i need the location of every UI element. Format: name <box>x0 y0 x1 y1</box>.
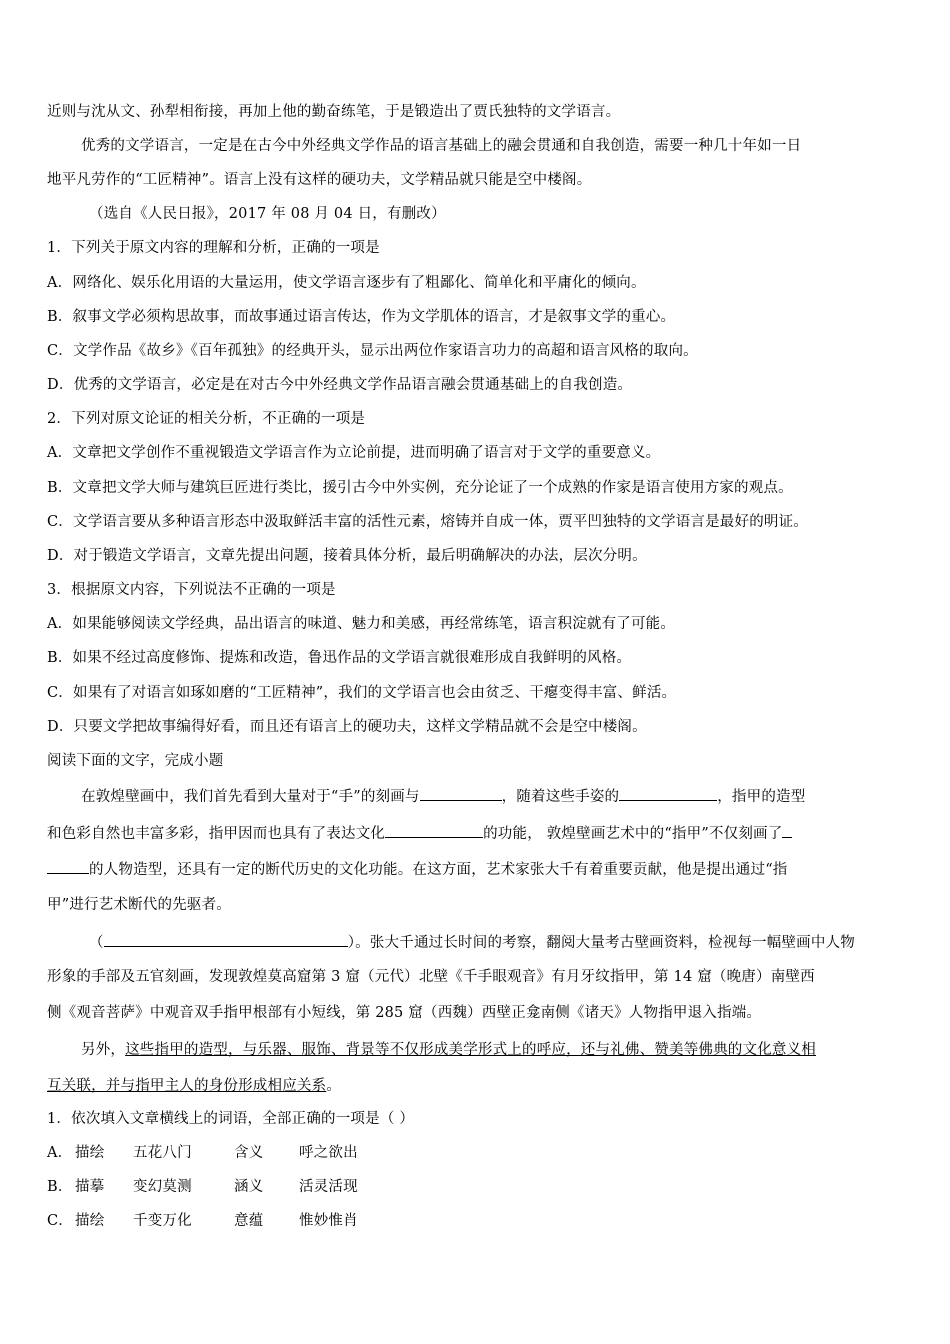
option-a: A．如果能够阅读文学经典，品出语言的味道、魅力和美感，再经常练笔，语言积淀就有了可能。 <box>47 616 676 632</box>
fill-blank <box>420 785 502 801</box>
passage-line: 甲”进行艺术断代的先驱者。 <box>47 897 232 913</box>
option-label: B． <box>47 1179 73 1195</box>
underlined-sentence: 这些指甲的造型，与乐器、服饰、背景等不仅形成美学形式上的呼应，还与礼佛、赞美等佛典的文化意义相 <box>125 1042 817 1058</box>
passage-line: 地平凡劳作的“工匠精神”。语言上没有这样的硬功夫，文学精品就只能是空中楼阁。 <box>47 172 592 188</box>
option-b <box>47 1177 906 1197</box>
text: ，随着这些手姿的 <box>501 789 620 805</box>
option-word: 呼之欲出 <box>299 1145 358 1161</box>
option-word: 千变万化 <box>133 1213 192 1229</box>
option-d: D．对于锻造文学语言，文章先提出问题，接着具体分析，最后明确解决的办法，层次分明。 <box>47 548 647 564</box>
passage-line <box>47 858 906 880</box>
option-word: 惟妙惟肖 <box>299 1213 358 1229</box>
text: ）。张大千通过长时间的考察，翻阅大量考古壁画资料，检视每一幅壁画中人物 <box>347 935 855 951</box>
option-a: A．文章把文学创作不重视锻造文学语言作为立论前提，进而明确了语言对于文学的重要意义。 <box>47 445 661 461</box>
passage-line <box>47 1076 906 1096</box>
option-a: A．网络化、娱乐化用语的大量运用，使文学语言逐步有了粗鄙化、简单化和平庸化的倾向。 <box>47 275 646 291</box>
option-label: C． <box>47 1213 73 1229</box>
passage-paragraph <box>89 931 906 953</box>
option-b: B．叙事文学必须构思故事，而故事通过语言传达，作为文学肌体的语言，才是叙事文学的重心。 <box>47 309 676 325</box>
underlined-sentence: 互关联，并与指甲主人的身份形成相应关系 <box>47 1078 327 1094</box>
option-word: 含义 <box>234 1145 264 1161</box>
source-citation: （选自《人民日报》，2017 年 08 月 04 日，有删改） <box>89 206 446 222</box>
fill-blank <box>619 785 717 801</box>
fill-blank <box>782 822 792 838</box>
option-d: D．优秀的文学语言，必定是在对古今中外经典文学作品语言融会贯通基础上的自我创造。 <box>47 377 633 393</box>
option-c <box>47 1211 906 1231</box>
option-c: C．文学语言要从多种语言形态中汲取鲜活丰富的活性元素，熔铸并自成一体，贾平凹独特的文学语言是最好的明证。 <box>47 514 808 530</box>
option-word: 描摹 <box>75 1179 105 1195</box>
option-d: D．只要文学把故事编得好看，而且还有语言上的硬功夫，这样文学精品就不会是空中楼阁。 <box>47 719 647 735</box>
text: 另外， <box>81 1042 126 1058</box>
fill-blank <box>47 858 89 874</box>
text: 的功能， 敦煌壁画艺术中的“指甲”不仅刻画了 <box>483 826 783 842</box>
question-stem: 2．下列对原文论证的相关分析，不正确的一项是 <box>47 411 366 427</box>
passage-line: 形象的手部及五官刻画，发现敦煌莫高窟第 3 窟（元代）北壁《千手眼观音》有月牙纹指甲，第 14 窟（晚唐）南壁西 <box>47 969 815 985</box>
question-stem: 1．下列关于原文内容的理解和分析，正确的一项是 <box>47 240 380 256</box>
option-word: 五花八门 <box>133 1145 192 1161</box>
passage-line: 近则与沈从文、孙犁相衔接，再加上他的勤奋练笔，于是锻造出了贾氏独特的文学语言。 <box>47 104 621 120</box>
option-word: 描绘 <box>75 1213 105 1229</box>
option-word: 描绘 <box>75 1145 105 1161</box>
passage-line <box>47 822 906 844</box>
fill-blank <box>385 822 483 838</box>
passage-paragraph <box>81 1040 906 1060</box>
text: （ <box>89 935 104 951</box>
option-a <box>47 1143 906 1163</box>
option-label: A． <box>47 1145 73 1161</box>
section-heading: 阅读下面的文字，完成小题 <box>47 753 224 769</box>
passage-paragraph <box>81 785 906 807</box>
option-c: C．如果有了对语言如琢如磨的“工匠精神”，我们的文学语言也会由贫乏、干瘪变得丰富、鲜活。 <box>47 685 677 701</box>
option-word: 活灵活现 <box>299 1179 358 1195</box>
option-word: 意蕴 <box>234 1213 264 1229</box>
option-c: C．文学作品《故乡》《百年孤独》的经典开头，显示出两位作家语言功力的高超和语言风格的取向。 <box>47 343 698 359</box>
question-stem: 1．依次填入文章横线上的词语，全部正确的一项是（ ） <box>47 1111 415 1127</box>
fill-blank <box>104 931 348 947</box>
text: 的人物造型，还具有一定的断代历史的文化功能。在这方面，艺术家张大千有着重要贡献，他是提出通过“指 <box>89 862 788 878</box>
text: ，指甲的造型 <box>717 789 806 805</box>
passage-line: 侧《观音菩萨》中观音双手指甲根部有小短线，第 285 窟（西魏）西壁正龛南侧《诸天》人物指甲退入指端。 <box>47 1005 762 1021</box>
option-b: B．文章把文学大师与建筑巨匠进行类比，援引古今中外实例，充分论证了一个成熟的作家是语言使用方家的观点。 <box>47 480 793 496</box>
question-stem: 3．根据原文内容，下列说法不正确的一项是 <box>47 582 336 598</box>
text: 。 <box>326 1078 342 1094</box>
option-word: 涵义 <box>234 1179 264 1195</box>
text: 和色彩自然也丰富多彩，指甲因而也具有了表达文化 <box>47 826 386 842</box>
option-b: B．如果不经过高度修饰、提炼和改造，鲁迅作品的文学语言就很难形成自我鲜明的风格。 <box>47 650 632 666</box>
text: 在敦煌壁画中，我们首先看到大量对于“手”的刻画与 <box>81 789 420 805</box>
option-word: 变幻莫测 <box>133 1179 192 1195</box>
passage-paragraph: 优秀的文学语言，一定是在古今中外经典文学作品的语言基础上的融会贯通和自我创造，需要一种几十年如一日 <box>81 138 802 154</box>
